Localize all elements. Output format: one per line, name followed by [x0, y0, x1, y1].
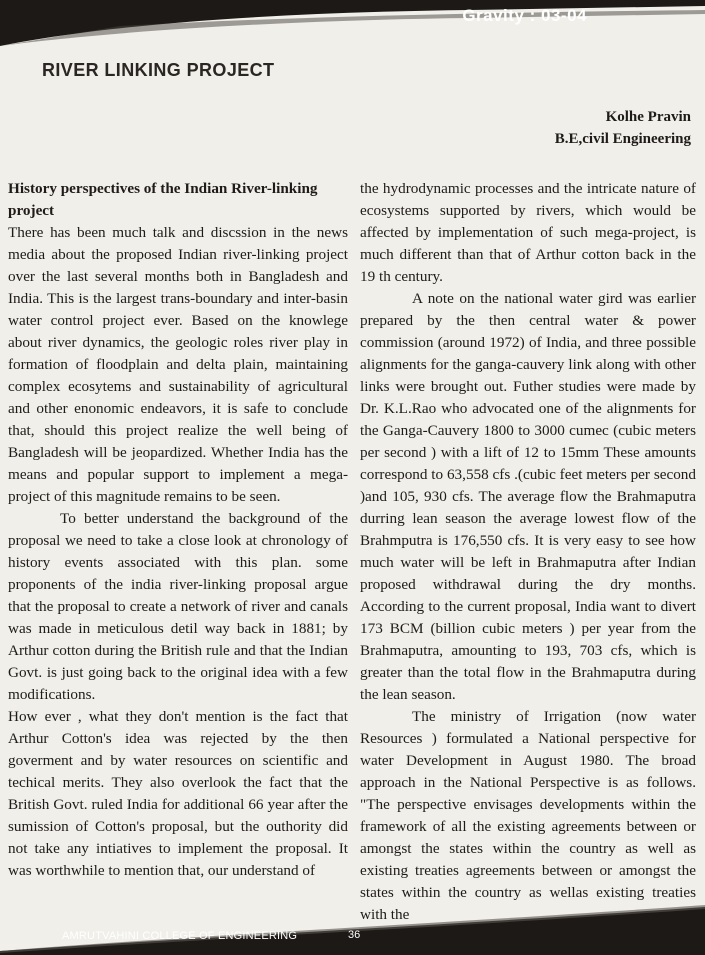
footer-institution: AMRUTVAHINI COLLEGE OF ENGINEERING — [62, 930, 298, 942]
paragraph: How ever , what they don't mention is the fact that Arthur Cotton's idea was rejected by the then goverment and by water resources on scientific and techical merits. They also overlook the fact that the British Govt. ruled India for additional 66 year after the sumission of Cotton's proposal, but the outhority did not take any intiatives to implement the proposal. It was worthwhile to mention that, our understand of — [8, 708, 348, 879]
section-heading: History perspectives of the Indian River-linking project — [8, 180, 318, 219]
header-band — [0, 0, 705, 46]
paragraph: There has been much talk and discssion in the news media about the proposed Indian river-linking project over the last several months both in Bangladesh and India. This is the largest trans-boundary and inter-basin water control project ever. Based on the knowlege about river dynamics, the geologic roles river play in formation of floodplain and delta plain, maintaining complex ecosytems and sustainability of agricultural and other enonomic endeavors, it is safe to conclude that, should this project realize the well being of Bangladesh will be jeopardized. Whether India has the means and popular support to implement a mega-project of this magnitude remains to be seen. — [8, 224, 348, 505]
left-column — [8, 178, 348, 882]
paragraph: A note on the national water gird was earlier prepared by the then central water & power commission (around 1972) of India, and three possible alignments for the ganga-cauvery link along with other links were brought out. Futher studies were made by Dr. K.L.Rao who advocated one of the alignments for the Ganga-Cauvery 1800 to 3000 cumec (cubic meters per second ) with a lift of 12 to 15mm These amounts correspond to 63,558 cfs .(cubic feet meters per second )and 105, 930 cfs. The average flow the Brahmaputra durring lean season the average lowest flow of the Brahmputra is 176,550 cfs. It is very easy to see how much water will be left in Brahmaputra after Indian proposed withdrawal during the dry months. According to the current proposal, India want to divert 173 BCM (billion cubic meters ) per year from the Brahmaputra, amounting to 193, 703 cfs, which is greater than the total flow in the Brahmaputra during the lean season. — [360, 290, 696, 703]
paragraph: the hydrodynamic processes and the intricate nature of ecosystems supported by rivers, which would be affected by implementation of such mega-project, is much different than that of Arthur cotton back in the 19 th century. — [360, 180, 696, 285]
paragraph: The ministry of Irrigation (now water Resources ) formulated a National perspective for water Development in August 1980. The broad approach in the National Perspective is as follows. "The perspective envisages developments within the framework of all the existing agreements between or amongst the states within the country as well as existing treaties agreements between or amongst the states within the country as wellas existing treaties with the — [360, 708, 696, 923]
paragraph: To better understand the background of the proposal we need to take a close look at chronology of history events associated with this plan. some proponents of the india river-linking proposal argue that the proposal to create a network of river and canals was made in meticulous detil way back in 1881; by Arthur cotton during the British rule and that the Indian Govt. is just going back to the original idea with a few modifications. — [8, 510, 348, 703]
right-column — [360, 178, 696, 926]
article-title: RIVER LINKING PROJECT — [42, 60, 275, 80]
author-block — [555, 106, 691, 150]
author-name: Kolhe Pravin — [605, 109, 691, 125]
author-degree: B.E,civil Engineering — [554, 131, 691, 147]
page-number: 36 — [348, 929, 361, 941]
journal-issue-label: Gravity : 03-04 — [462, 6, 587, 25]
